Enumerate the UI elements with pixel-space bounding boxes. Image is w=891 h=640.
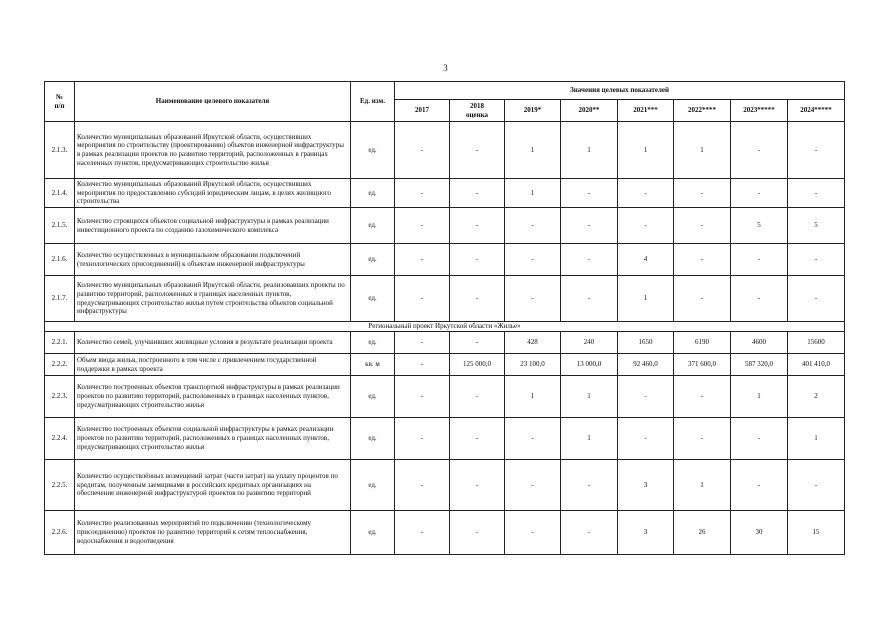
value-cell: 4600 bbox=[731, 332, 788, 354]
value-cell: 5 bbox=[788, 208, 845, 244]
value-cell: 1 bbox=[561, 122, 618, 179]
unit-cell: ед. bbox=[351, 244, 395, 276]
value-cell: - bbox=[450, 276, 505, 322]
value-cell: 1 bbox=[505, 376, 561, 418]
section-title: Региональный проект Иркутской области «Жилье» bbox=[45, 322, 845, 332]
value-cell: - bbox=[731, 276, 788, 322]
value-cell: - bbox=[450, 122, 505, 179]
row-number: 2.1.3. bbox=[45, 122, 75, 179]
header-year-2020: 2020** bbox=[561, 100, 618, 122]
value-cell: - bbox=[674, 179, 731, 208]
unit-cell: ед. bbox=[351, 511, 395, 555]
value-cell: 1 bbox=[618, 122, 674, 179]
value-cell: - bbox=[450, 179, 505, 208]
value-cell: - bbox=[395, 276, 450, 322]
row-number: 2.2.1. bbox=[45, 332, 75, 354]
value-cell: 26 bbox=[674, 511, 731, 555]
unit-cell: ед. bbox=[351, 276, 395, 322]
indicator-name: Количество муниципальных образований Иркутской области, реализовавших проекты по развитию территорий, расположенных в границах населенных пунктов, предусматривающих строительство жилья путем строительства объектов социальной инфраструктуры bbox=[75, 276, 351, 322]
value-cell: 3 bbox=[618, 511, 674, 555]
value-cell: 1650 bbox=[618, 332, 674, 354]
unit-cell: кв. м bbox=[351, 354, 395, 376]
value-cell: - bbox=[561, 276, 618, 322]
unit-cell: ед. bbox=[351, 376, 395, 418]
value-cell: - bbox=[561, 511, 618, 555]
value-cell: 1 bbox=[505, 122, 561, 179]
value-cell: - bbox=[731, 460, 788, 511]
value-cell: - bbox=[561, 244, 618, 276]
value-cell: - bbox=[450, 332, 505, 354]
value-cell: 13 000,0 bbox=[561, 354, 618, 376]
value-cell: 1 bbox=[561, 418, 618, 460]
header-year-2017: 2017 bbox=[395, 100, 450, 122]
indicator-name: Количество построенных объектов социальной инфраструктуры в рамках реализации проектов по развитию территорий, расположенных в границах населенных пунктов, предусматривающих строительство жилья bbox=[75, 418, 351, 460]
value-cell: - bbox=[395, 376, 450, 418]
indicator-name: Количество муниципальных образований Иркутской области, осуществивших мероприятия по строительству (проектированию) объектов инженерной инфраструктуры в рамках реализации проектов по развитию территорий, расположенных в границах населенных пунктов, предусматривающих строительство жилья bbox=[75, 122, 351, 179]
value-cell: 1 bbox=[788, 418, 845, 460]
value-cell: - bbox=[561, 208, 618, 244]
value-cell: - bbox=[505, 276, 561, 322]
row-number: 2.2.4. bbox=[45, 418, 75, 460]
indicator-name: Количество семей, улучшивших жилищные условия в результате реализации проекта bbox=[75, 332, 351, 354]
value-cell: - bbox=[450, 511, 505, 555]
value-cell: 428 bbox=[505, 332, 561, 354]
value-cell: - bbox=[450, 418, 505, 460]
value-cell: - bbox=[618, 418, 674, 460]
value-cell: - bbox=[618, 208, 674, 244]
header-year-2019: 2019* bbox=[505, 100, 561, 122]
value-cell: 30 bbox=[731, 511, 788, 555]
value-cell: 5 bbox=[731, 208, 788, 244]
value-cell: 1 bbox=[561, 376, 618, 418]
table-row bbox=[45, 276, 845, 322]
row-number: 2.2.3. bbox=[45, 376, 75, 418]
value-cell: - bbox=[731, 179, 788, 208]
value-cell: - bbox=[450, 460, 505, 511]
table-row bbox=[45, 460, 845, 511]
page-number: 3 bbox=[443, 63, 448, 73]
unit-cell: ед. bbox=[351, 418, 395, 460]
value-cell: - bbox=[674, 276, 731, 322]
value-cell: - bbox=[395, 122, 450, 179]
indicator-name: Количество осуществлённых возмещений затрат (части затрат) на уплату процентов по кредитам, полученным заемщиками в российских кредитных организациях на обеспечение инженерной инфраструктурой проектов по развитию территорий bbox=[75, 460, 351, 511]
table-body-section-2 bbox=[45, 332, 845, 555]
row-number: 2.1.7. bbox=[45, 276, 75, 322]
header-number: № п/п bbox=[45, 82, 75, 122]
value-cell: - bbox=[505, 460, 561, 511]
value-cell: - bbox=[731, 122, 788, 179]
value-cell: - bbox=[674, 208, 731, 244]
value-cell: - bbox=[505, 244, 561, 276]
value-cell: - bbox=[505, 511, 561, 555]
table-row bbox=[45, 354, 845, 376]
value-cell: - bbox=[395, 179, 450, 208]
value-cell: 125 000,0 bbox=[450, 354, 505, 376]
value-cell: - bbox=[731, 244, 788, 276]
value-cell: 15 bbox=[788, 511, 845, 555]
target-indicators-table bbox=[44, 81, 845, 555]
table-row bbox=[45, 511, 845, 555]
value-cell: 4 bbox=[618, 244, 674, 276]
value-cell: 1 bbox=[505, 179, 561, 208]
value-cell: - bbox=[618, 179, 674, 208]
value-cell: - bbox=[674, 244, 731, 276]
value-cell: - bbox=[561, 179, 618, 208]
header-year-2023: 2023***** bbox=[731, 100, 788, 122]
row-number: 2.1.6. bbox=[45, 244, 75, 276]
value-cell: 92 460,0 bbox=[618, 354, 674, 376]
value-cell: 401 410,0 bbox=[788, 354, 845, 376]
table-row bbox=[45, 122, 845, 179]
value-cell: - bbox=[788, 122, 845, 179]
indicator-name: Количество реализованных мероприятий по подключению (технологическому присоединению) проектов по развитию территорий к сетям теплоснабжения, водоснабжения и водоотведения bbox=[75, 511, 351, 555]
indicator-name: Объем ввода жилья, построенного в том числе с привлечением государственной поддержки в рамках проекта bbox=[75, 354, 351, 376]
table-row bbox=[45, 179, 845, 208]
value-cell: 240 bbox=[561, 332, 618, 354]
row-number: 2.1.4. bbox=[45, 179, 75, 208]
value-cell: - bbox=[395, 460, 450, 511]
value-cell: 6190 bbox=[674, 332, 731, 354]
value-cell: 371 600,0 bbox=[674, 354, 731, 376]
value-cell: 1 bbox=[618, 276, 674, 322]
value-cell: 1 bbox=[674, 122, 731, 179]
indicator-name: Количество построенных объектов транспортной инфраструктуры в рамках реализации проектов по развитию территорий, расположенных в границах населенных пунктов, предусматривающих строительство жилья bbox=[75, 376, 351, 418]
value-cell: - bbox=[450, 244, 505, 276]
header-year-2018: 2018 оценка bbox=[450, 100, 505, 122]
table-row bbox=[45, 244, 845, 276]
value-cell: - bbox=[731, 418, 788, 460]
value-cell: 15600 bbox=[788, 332, 845, 354]
unit-cell: ед. bbox=[351, 122, 395, 179]
unit-cell: ед. bbox=[351, 460, 395, 511]
value-cell: - bbox=[450, 376, 505, 418]
value-cell: - bbox=[505, 208, 561, 244]
value-cell: 587 320,0 bbox=[731, 354, 788, 376]
header-target-values: Значения целевых показателей bbox=[395, 82, 845, 100]
header-unit: Ед. изм. bbox=[351, 82, 395, 122]
value-cell: 3 bbox=[618, 460, 674, 511]
value-cell: - bbox=[788, 244, 845, 276]
header-year-2021: 2021*** bbox=[618, 100, 674, 122]
value-cell: - bbox=[395, 354, 450, 376]
indicator-name: Количество осуществленных в муниципальном образовании подключений (технологических присоединений) к объектам инженерной инфраструктуры bbox=[75, 244, 351, 276]
value-cell: - bbox=[788, 276, 845, 322]
unit-cell: ед. bbox=[351, 179, 395, 208]
value-cell: - bbox=[674, 418, 731, 460]
table-row bbox=[45, 208, 845, 244]
value-cell: - bbox=[395, 244, 450, 276]
unit-cell: ед. bbox=[351, 332, 395, 354]
value-cell: - bbox=[505, 418, 561, 460]
value-cell: 1 bbox=[731, 376, 788, 418]
value-cell: - bbox=[674, 376, 731, 418]
value-cell: - bbox=[618, 376, 674, 418]
value-cell: - bbox=[395, 208, 450, 244]
header-year-2024: 2024***** bbox=[788, 100, 845, 122]
row-number: 2.1.5. bbox=[45, 208, 75, 244]
indicator-name: Количество строящихся объектов социальной инфраструктуры в рамках реализации инвестиционного проекта по созданию газохимического комплекса bbox=[75, 208, 351, 244]
table-row bbox=[45, 418, 845, 460]
value-cell: - bbox=[395, 511, 450, 555]
value-cell: - bbox=[450, 208, 505, 244]
value-cell: - bbox=[395, 332, 450, 354]
value-cell: 1 bbox=[674, 460, 731, 511]
row-number: 2.2.6. bbox=[45, 511, 75, 555]
value-cell: - bbox=[395, 418, 450, 460]
table-row bbox=[45, 376, 845, 418]
table-row bbox=[45, 332, 845, 354]
header-year-2022: 2022**** bbox=[674, 100, 731, 122]
unit-cell: ед. bbox=[351, 208, 395, 244]
row-number: 2.2.2. bbox=[45, 354, 75, 376]
value-cell: - bbox=[561, 460, 618, 511]
value-cell: - bbox=[788, 179, 845, 208]
value-cell: 23 100,0 bbox=[505, 354, 561, 376]
value-cell: 2 bbox=[788, 376, 845, 418]
table-body-section-1 bbox=[45, 122, 845, 322]
header-indicator-name: Наименование целевого показателя bbox=[75, 82, 351, 122]
row-number: 2.2.5. bbox=[45, 460, 75, 511]
indicator-name: Количество муниципальных образований Иркутской области, осуществивших мероприятия по предоставлению субсидий юридическим лицам, в целях жилищного строительства bbox=[75, 179, 351, 208]
table-section-header bbox=[45, 322, 845, 332]
value-cell: - bbox=[788, 460, 845, 511]
